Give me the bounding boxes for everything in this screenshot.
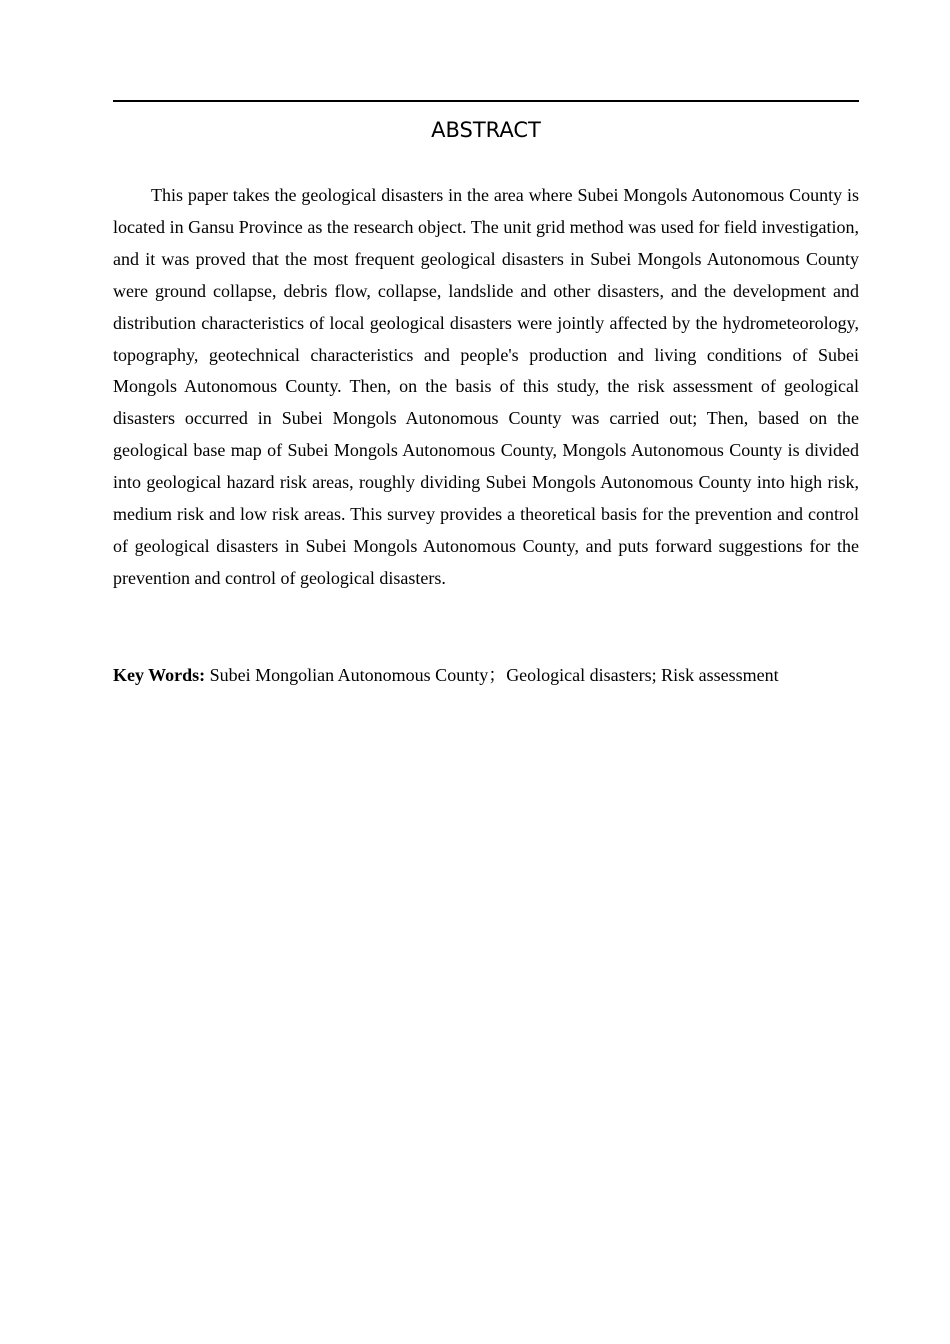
abstract-heading: ABSTRACT xyxy=(431,118,541,142)
keywords-label: Key Words: xyxy=(113,665,206,685)
header-rule xyxy=(113,100,859,102)
keywords-line xyxy=(113,660,859,691)
abstract-paragraph: This paper takes the geological disasters in the area where Subei Mongols Autonomous County is located in Gansu Province as the research object. The unit grid method was used for field investigation, and it was proved that the most frequent geological disasters in Subei Mongols Autonomous County were ground collapse, debris flow, collapse, landslide and other disasters, and the development and distribution characteristics of local geological disasters were jointly affected by the hydrometeorology, topography, geotechnical characteristics and people's production and living conditions of Subei Mongols Autonomous County. Then, on the basis of this study, the risk assessment of geological disasters occurred in Subei Mongols Autonomous County was carried out; Then, based on the geological base map of Subei Mongols Autonomous County, Mongols Autonomous County is divided into geological hazard risk areas, roughly dividing Subei Mongols Autonomous County into high risk, medium risk and low risk areas. This survey provides a theoretical basis for the prevention and control of geological disasters in Subei Mongols Autonomous County, and puts forward suggestions for the prevention and control of geological disasters. xyxy=(113,185,859,588)
keywords-text: Subei Mongolian Autonomous County；Geological disasters; Risk assessment xyxy=(209,665,779,685)
